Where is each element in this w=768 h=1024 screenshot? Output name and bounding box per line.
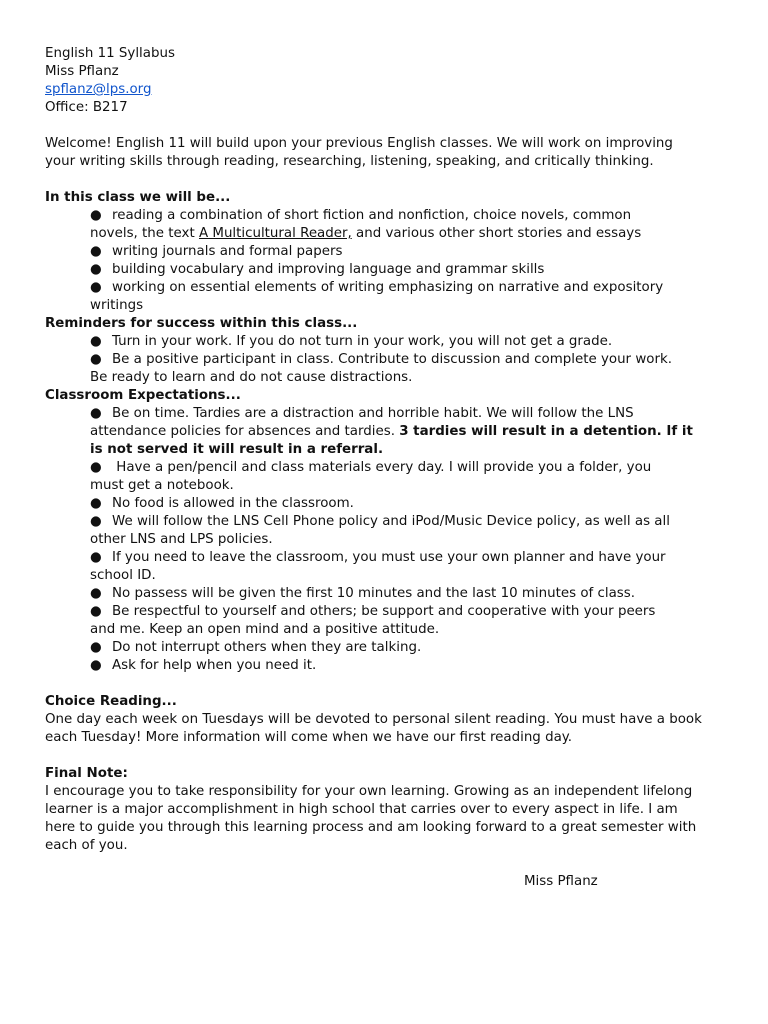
document-header	[45, 45, 735, 117]
list-item: ● Do not interrupt others when they are talking.	[90, 640, 422, 655]
syllabus-document: English 11 Syllabus Miss Pflanz spflanz@lps.org Office: B217 Welcome! English 11 will build upon your previous English classes. We will work on improving your writing skills through reading, researching, listening, speaking, and critically thinking. In this class we will be... ● reading a combination of short fiction and nonfiction, choice novels, common novels, the text A Multicultural Reader, and various other short stories and essays ● writing journals and formal papers ● building vocabulary and improving language and grammar skills ● working on essential elements of writing emphasizing on narrative and expository writings Reminders for success within this class... ● Turn in your work. If you do not turn in your work, you will not get a grade. ● Be a positive participant in class. Contribute to discussion and complete your work. Be ready to learn and do not cause distractions. Classroom Expectations... ● Be on time. Tardies are a distraction and horrible habit. We will follow the LNS attendance policies for absences and tardies. 3 tardies will result in a detention. If it is not served it will result in a referral. ● Have a pen/pencil and class materials every day. I will provide you a folder, you must get a notebook. ● No food is allowed in the classroom. ● We will follow the LNS Cell Phone policy and iPod/Music Device policy, as well as all other LNS and LPS policies. ● If you need to leave the classroom, you must use your own planner and have your school ID. ● No passess will be given the first 10 minutes and the last 10 minutes of class. ● Be respectful to yourself and others; be support and cooperative with your peers and me. Keep an open mind and a positive attitude. ● Do not interrupt others when they are talking. ● Ask for help when you need it. Choice Reading... One day each week on Tuesdays will be devoted to personal silent reading. You must have a book each Tuesday! More information will come when we have our first reading day. Final Note: I encourage you to take responsibility for your own learning. Growing as an independent lifelong learner is a major accomplishment in high school that carries over to every aspect in life. I am here to guide you through this learning process and am looking forward to a great semester with each of you. Miss Pflanz	[45, 45, 735, 891]
list-item: ● Be respectful to yourself and others; be support and cooperative with your peers	[90, 604, 656, 619]
heading-in-this-class: In this class we will be...	[45, 190, 231, 205]
intro-paragraph: Welcome! English 11 will build upon your previous English classes. We will work on improving your writing skills through reading, researching, listening, speaking, and critically thinking.	[45, 136, 673, 169]
list-item: ● working on essential elements of writing emphasizing on narrative and expository	[90, 280, 664, 295]
expectations-list	[45, 405, 735, 621]
choice-reading-paragraph: One day each week on Tuesdays will be devoted to personal silent reading. You must have a book each Tuesday! More information will come when we have our first reading day.	[45, 712, 702, 745]
list-item: ● building vocabulary and improving language and grammar skills	[90, 262, 545, 277]
reminders-list	[45, 333, 735, 369]
teacher-name: Miss Pflanz	[45, 64, 119, 79]
list-item: ● reading a combination of short fiction and nonfiction, choice novels, common	[90, 208, 632, 223]
list-item: ● writing journals and formal papers	[90, 244, 343, 259]
bullet-icon: ●	[90, 514, 102, 529]
bullet-icon: ●	[90, 406, 102, 421]
heading-classroom-expectations: Classroom Expectations...	[45, 388, 241, 403]
bullet-icon: ●	[90, 280, 102, 295]
list-item: ● Turn in your work. If you do not turn in your work, you will not get a grade.	[90, 334, 613, 349]
course-title: English 11 Syllabus	[45, 46, 175, 61]
bullet-icon: ●	[90, 262, 102, 277]
bullet-icon: ●	[90, 604, 102, 619]
bullet-icon: ●	[90, 496, 102, 511]
list-item: ● Be on time. Tardies are a distraction and horrible habit. We will follow the LNS attendance policies for absences and tardies. 3 tardies will result in a detention. If it is not served it will result in a referral.	[90, 406, 693, 457]
list-item: ● Have a pen/pencil and class materials every day. I will provide you a folder, you must get a notebook.	[90, 460, 652, 493]
bullet-icon: ●	[90, 208, 102, 223]
heading-final-note: Final Note:	[45, 766, 128, 781]
expectations-list-continued	[45, 639, 735, 675]
list-item: ● No food is allowed in the classroom.	[90, 496, 354, 511]
list-item: ● Be a positive participant in class. Contribute to discussion and complete your work.	[90, 352, 672, 367]
tardy-warning: 3 tardies will result in a detention. If it	[399, 424, 693, 439]
bullet-icon: ●	[90, 352, 102, 367]
bullet-icon: ●	[90, 586, 102, 601]
bullet-icon: ●	[90, 460, 102, 475]
teacher-email-link[interactable]: spflanz@lps.org	[45, 82, 152, 97]
heading-choice-reading: Choice Reading...	[45, 694, 177, 709]
class-activities-list	[45, 207, 735, 225]
list-item: ● If you need to leave the classroom, you must use your own planner and have your school ID.	[90, 550, 666, 583]
office-location: Office: B217	[45, 100, 128, 115]
bullet-icon: ●	[90, 334, 102, 349]
list-item: ● Ask for help when you need it.	[90, 658, 317, 673]
list-item: ● We will follow the LNS Cell Phone policy and iPod/Music Device policy, as well as all other LNS and LPS policies.	[90, 514, 670, 547]
heading-reminders: Reminders for success within this class...	[45, 316, 358, 331]
bullet-icon: ●	[90, 640, 102, 655]
final-note-paragraph: I encourage you to take responsibility for your own learning. Growing as an independent lifelong learner is a major accomplishment in high school that carries over to every aspect in life. I am here to guide you through this learning process and am looking forward to a great semester with each of you.	[45, 784, 697, 853]
class-activities-list-continued	[45, 243, 735, 297]
list-item: ● No passess will be given the first 10 minutes and the last 10 minutes of class.	[90, 586, 635, 601]
book-title: A Multicultural Reader,	[198, 226, 352, 241]
bullet-icon: ●	[90, 550, 102, 565]
bullet-icon: ●	[90, 658, 102, 673]
bullet-icon: ●	[90, 244, 102, 259]
signature: Miss Pflanz	[524, 874, 598, 889]
